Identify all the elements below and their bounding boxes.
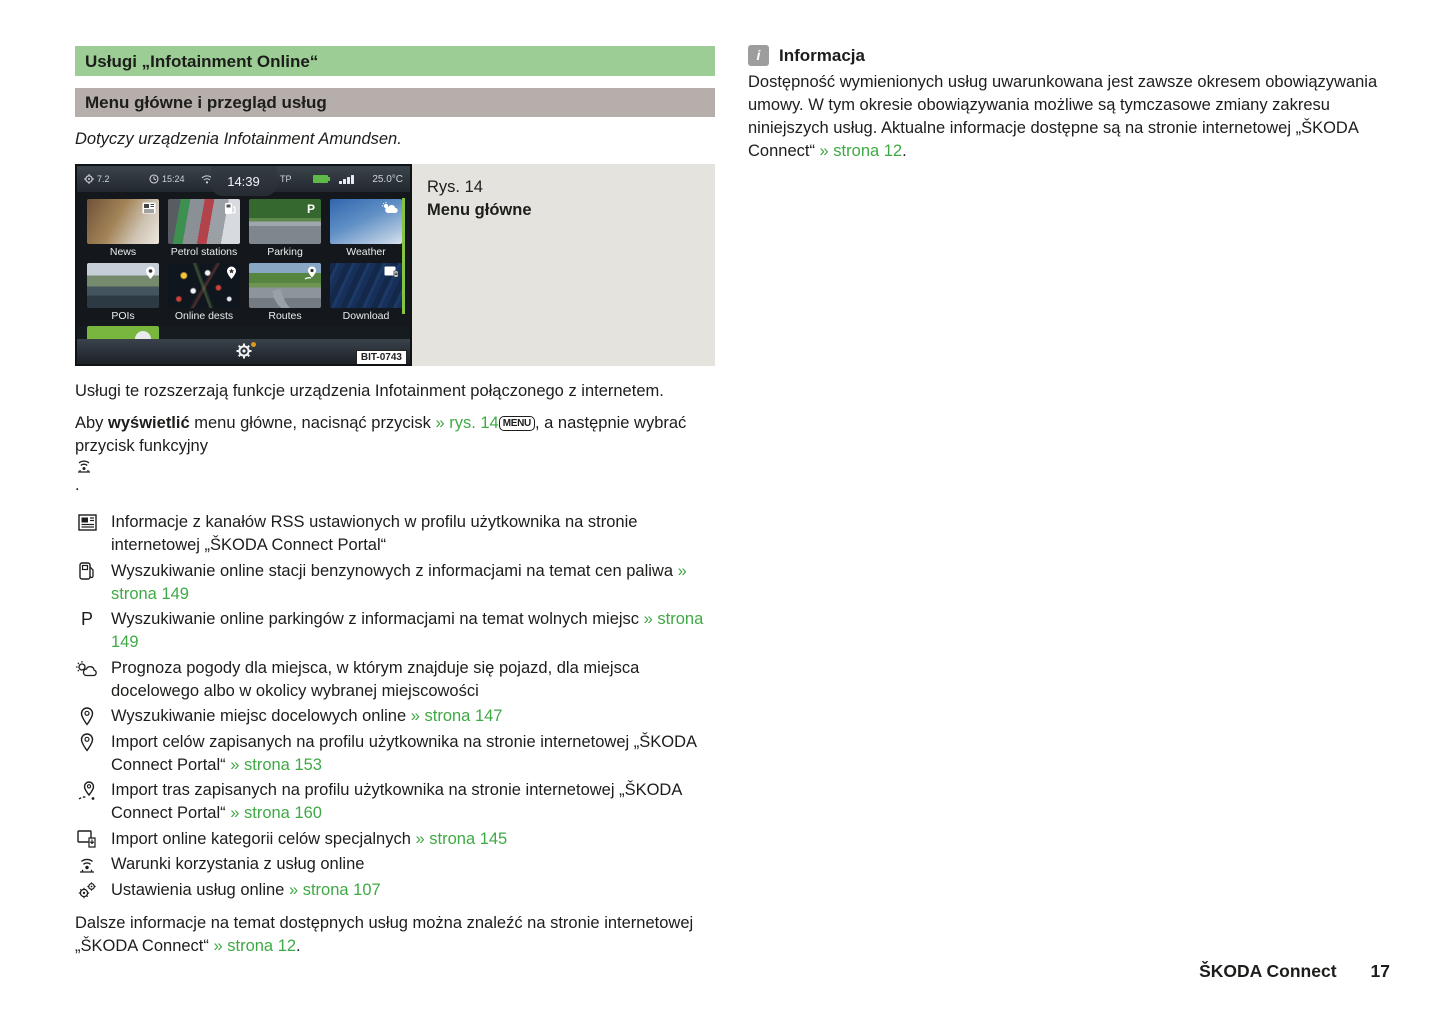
list-item: P Wyszukiwanie online parkingów z informacjami na temat wolnych miejsc » strona 149 — [75, 608, 715, 654]
newspaper-icon — [75, 512, 99, 533]
infotainment-screenshot — [75, 164, 412, 366]
page-reference-link[interactable]: » strona 149 — [111, 561, 687, 603]
signal-strength-icon — [339, 175, 354, 184]
link-strona-12[interactable]: » strona 12 — [213, 936, 297, 955]
fuel-pump-icon — [75, 561, 99, 582]
map-pin-icon — [75, 732, 99, 753]
tile-weather — [330, 199, 402, 258]
section-title: Menu główne i przegląd usług — [85, 93, 327, 112]
right-column — [748, 44, 1390, 172]
info-box-header — [748, 44, 1390, 67]
list-item: Wyszukiwanie miejsc docelowych online » strona 147 — [75, 705, 715, 728]
infotainment-tile-grid — [77, 192, 410, 322]
online-services-icon — [75, 458, 93, 474]
tile-download — [330, 263, 402, 322]
page-footer — [1199, 960, 1390, 983]
status-battery — [313, 166, 328, 192]
tile-parking — [249, 199, 321, 258]
status-center-time: 14:39 — [211, 166, 277, 196]
status-clock — [149, 166, 185, 192]
infotainment-toolbar — [77, 339, 410, 366]
intro-paragraph: Usługi te rozszerzają funkcje urządzenia Infotainment połączonego z internetem. — [75, 382, 664, 400]
status-tp: TP — [280, 173, 292, 184]
menu-hard-key: MENU — [499, 416, 535, 431]
status-temperature: 25.0°C — [372, 173, 403, 185]
tile-online-dests-label: Online dests — [174, 310, 234, 322]
clock-icon — [149, 174, 159, 184]
figure-caption — [427, 176, 532, 222]
left-column — [75, 46, 715, 967]
tile-news-label: News — [109, 246, 137, 258]
newspaper-icon — [142, 202, 156, 214]
settings-icon — [84, 174, 94, 184]
settings-gear-icon — [236, 343, 252, 359]
info-box-text: Dostępność wymienionych usług uwarunkowana jest zawsze okresem obowiązywania umowy. W tym okresie obowiązywania możliwe są tymczasowe zmiany zakresu niniejszych usług. Aktualne informacje dostępne są na stronie internetowej „ŠKODA Connect“ » strona 12. — [748, 73, 1378, 160]
parking-letter-icon: P — [80, 609, 93, 629]
notification-dot — [251, 342, 256, 347]
status-clock-value: 15:24 — [162, 173, 185, 184]
route-pin-icon — [75, 780, 99, 801]
partial-tile — [87, 326, 159, 339]
info-icon: i — [748, 45, 769, 66]
footer-page-number: 17 — [1370, 961, 1390, 981]
list-item: Informacje z kanałów RSS ustawionych w profilu użytkownika na stronie internetowej „ŠKODA Connect Portal“ — [75, 511, 715, 557]
figure-rys-14 — [75, 164, 715, 366]
page-reference-link[interactable]: » strona 149 — [111, 610, 704, 651]
list-item: Import online kategorii celów specjalnych » strona 145 — [75, 828, 715, 851]
link-strona-12[interactable]: » strona 12 — [819, 142, 903, 160]
infotainment-status-bar — [77, 166, 410, 192]
list-item: Wyszukiwanie online stacji benzynowych z informacjami na temat cen paliwa » strona 149 — [75, 560, 715, 606]
page-reference-link[interactable]: » strona 147 — [410, 707, 503, 725]
tile-news — [87, 199, 159, 258]
gears-icon — [75, 880, 99, 901]
tile-petrol-label: Petrol stations — [170, 246, 238, 258]
list-item: Import tras zapisanych na profilu użytkownika na stronie internetowej „ŠKODA Connect Portal“ » strona 160 — [75, 779, 715, 825]
tile-online-dests — [168, 263, 240, 322]
tile-pois — [87, 263, 159, 322]
display-menu-paragraph: Aby wyświetlić menu główne, nacisnąć przycisk » rys. 14 MENU , a następnie wybrać przycisk funkcyjny . — [75, 414, 687, 494]
status-gear — [84, 166, 110, 192]
parking-sign-icon — [305, 202, 318, 215]
map-pin-icon — [145, 266, 156, 280]
tile-parking-label: Parking — [267, 246, 303, 258]
figure-ref: Rys. 14 — [427, 178, 483, 196]
applies-note: Dotyczy urządzenia Infotainment Amundsen. — [75, 130, 402, 148]
tile-pois-label: POIs — [111, 310, 135, 322]
chapter-header-bar — [75, 46, 715, 76]
map-pin-route-icon — [304, 266, 318, 280]
list-item: Ustawienia usług online » strona 107 — [75, 879, 715, 902]
tile-routes — [249, 263, 321, 322]
svg-text:P: P — [307, 202, 316, 215]
services-list — [75, 511, 715, 902]
tile-download-label: Download — [342, 310, 390, 322]
figure-image-code: BIT-0743 — [356, 350, 407, 366]
bold-wyswietlic: wyświetlić — [108, 414, 190, 432]
scrollbar — [402, 198, 405, 314]
tile-routes-label: Routes — [268, 310, 302, 322]
tile-weather-label: Weather — [346, 246, 386, 258]
import-poi-icon — [75, 829, 99, 850]
list-item: Import celów zapisanych na profilu użytkownika na stronie internetowej „ŠKODA Connect Portal“ » strona 153 — [75, 731, 715, 777]
battery-icon — [313, 175, 328, 183]
fuel-pump-icon — [224, 202, 237, 215]
figure-title: Menu główne — [427, 201, 532, 219]
page-reference-link[interactable]: » strona 107 — [288, 880, 381, 899]
info-box-title: Informacja — [779, 46, 865, 65]
page-reference-link[interactable]: » strona 153 — [230, 755, 322, 774]
online-services-icon — [75, 854, 99, 875]
link-rys-14[interactable]: » rys. 14 — [435, 414, 499, 432]
partial-tile-row — [77, 326, 410, 339]
section-header-bar — [75, 88, 715, 117]
status-signal — [339, 166, 354, 192]
map-pin-icon — [75, 706, 99, 727]
sun-cloud-icon — [381, 202, 399, 214]
map-pin-star-icon — [226, 266, 237, 280]
sun-cloud-icon — [75, 658, 99, 679]
status-gear-value: 7.2 — [97, 173, 110, 184]
footer-section-title: ŠKODA Connect — [1199, 961, 1337, 981]
map-pin-download-icon — [384, 266, 399, 280]
closing-paragraph: Dalsze informacje na temat dostępnych usług można znaleźć na stronie internetowej „ŠKODA Connect“ » strona 12. — [75, 913, 694, 955]
page-reference-link[interactable]: » strona 145 — [415, 829, 508, 848]
page-reference-link[interactable]: » strona 160 — [230, 804, 322, 822]
list-item: Prognoza pogody dla miejsca, w którym znajduje się pojazd, dla miejsca docelowego albo w okolicy wybranej miejscowości — [75, 657, 715, 703]
chapter-title: Usługi „Infotainment Online“ — [85, 51, 319, 71]
tile-petrol-stations — [168, 199, 240, 258]
list-item: Warunki korzystania z usług online — [75, 853, 715, 876]
